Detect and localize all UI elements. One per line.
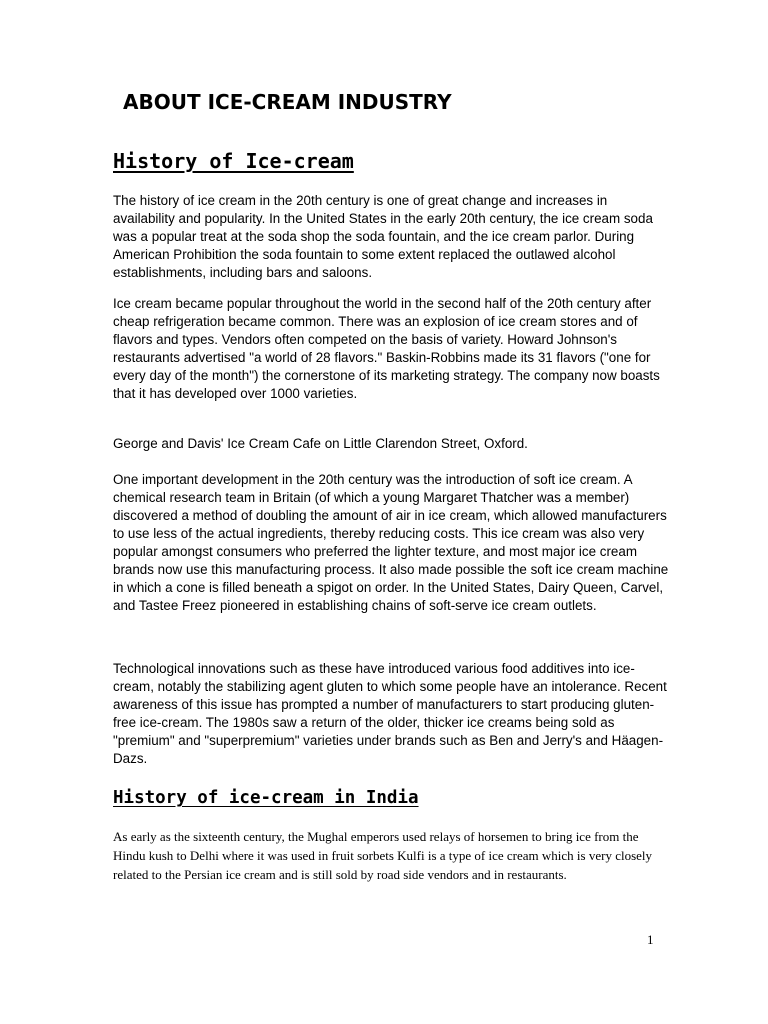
section-heading-india: History of ice-cream in India	[113, 788, 419, 808]
paragraph-oxford-cafe: George and Davis' Ice Cream Cafe on Little Clarendon Street, Oxford.	[113, 436, 528, 451]
paragraph-20th-century-history: The history of ice cream in the 20th century is one of great change and increases in availability and popularity. In the United States in the early 20th century, the ice cream soda was a popular treat at the soda shop the soda fountain, and the ice cream parlor. During American Prohibition the soda fountain to some extent replaced the outlawed alcohol establishments, including bars and saloons.	[113, 193, 653, 280]
paragraph-mughal-history: As early as the sixteenth century, the Mughal emperors used relays of horsemen to bring ice from the Hindu kush to Delhi where it was used in fruit sorbets Kulfi is a type of ice cream which is very closely related to the Persian ice cream and is still sold by road side vendors and in restaurants.	[113, 829, 653, 882]
paragraph-technological-innovations: Technological innovations such as these have introduced various food additives into ice-cream, notably the stabilizing agent gluten to which some people have an intolerance. Recent awareness of this issue has prompted a number of manufacturers to start producing gluten-free ice-cream. The 1980s saw a return of the older, thicker ice creams being sold as "premium" and "superpremium" varieties under brands such as Ben and Jerry's and Häagen-Dazs.	[113, 661, 667, 766]
paragraph-soft-ice-cream: One important development in the 20th century was the introduction of soft ice cream. A chemical research team in Britain (of which a young Margaret Thatcher was a member) discovered a method of doubling the amount of air in ice cream, which allowed manufacturers to use less of the actual ingredients, thereby reducing costs. This ice cream was also very popular amongst consumers who preferred the lighter texture, and most major ice cream brands now use this manufacturing process. It also made possible the soft ice cream machine in which a cone is filled beneath a spigot on order. In the United States, Dairy Queen, Carvel, and Tastee Freez pioneered in establishing chains of soft-serve ice cream outlets.	[113, 472, 669, 613]
section-heading-history: History of Ice-cream	[113, 149, 354, 173]
document-title: ABOUT ICE-CREAM INDUSTRY	[123, 90, 452, 114]
page-number: 1	[647, 932, 654, 947]
paragraph-worldwide-popularity: Ice cream became popular throughout the world in the second half of the 20th century after cheap refrigeration became common. There was an explosion of ice cream stores and of flavors and types. Vendors often competed on the basis of variety. Howard Johnson's restaurants advertised "a world of 28 flavors." Baskin-Robbins made its 31 flavors ("one for every day of the month") the cornerstone of its marketing strategy. The company now boasts that it has developed over 1000 varieties.	[113, 296, 660, 401]
